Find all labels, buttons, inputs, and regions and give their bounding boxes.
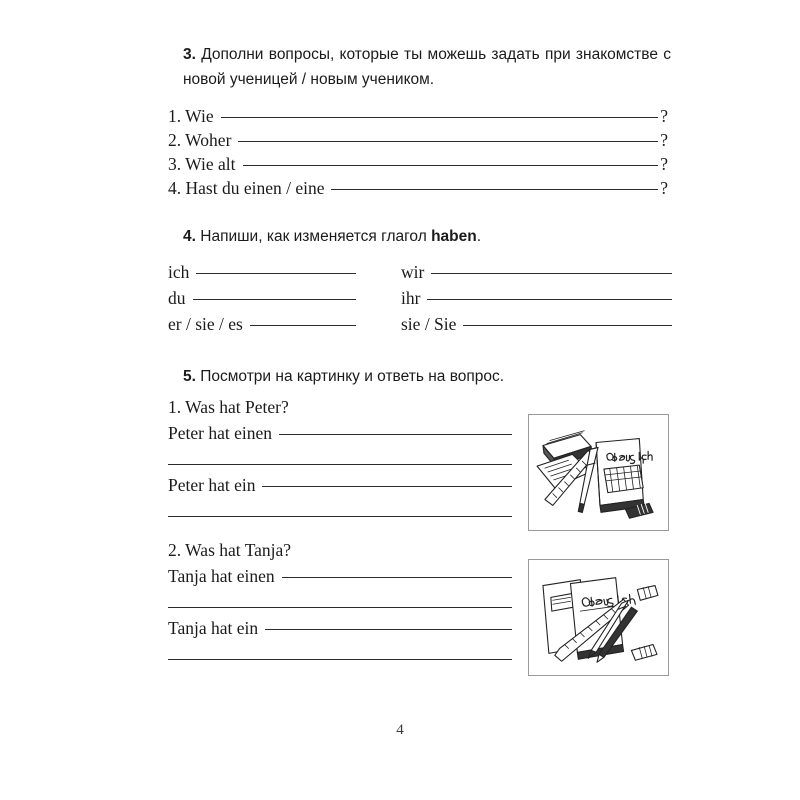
exercise-3-item-3-qmark: ? (660, 154, 668, 174)
exercise-4-instruction-before: Напиши, как изменяется глагол (200, 228, 432, 245)
exercise-5-part-2-blank-neuter-continued[interactable] (168, 659, 512, 660)
exercise-4-blank-wir[interactable] (431, 273, 672, 274)
exercise-3-heading (183, 42, 671, 92)
exercise-3-item-1-blank[interactable] (221, 117, 659, 118)
exercise-3-item-2-blank[interactable] (238, 141, 658, 142)
exercise-3-item-4[interactable] (168, 178, 668, 199)
exercise-3-item-3-label: 3. Wie alt (168, 154, 236, 174)
exercise-5-part-1-blank-neuter-continued[interactable] (168, 516, 512, 517)
exercise-4-heading (183, 224, 671, 249)
exercise-4-verb: haben (431, 228, 477, 245)
exercise-4-blank-du[interactable] (193, 299, 357, 300)
exercise-5-part-1-illustration (528, 414, 669, 531)
exercise-5-part-1-blank-masculine-continued[interactable] (168, 464, 512, 465)
exercise-5-part-2-question (168, 540, 468, 561)
exercise-5-instruction: Посмотри на картинку и ответь на вопрос. (200, 368, 505, 385)
exercise-3-number: 3. (183, 46, 196, 63)
exercise-4-label-ihr: ihr (401, 288, 421, 308)
exercise-4-blank-ich[interactable] (196, 273, 356, 274)
exercise-5-part-1-question (168, 397, 468, 418)
exercise-5-part-2-illustration (528, 559, 669, 676)
exercise-5-part-2-answer-masculine[interactable] (168, 566, 512, 587)
exercise-3-item-3[interactable] (168, 154, 668, 175)
exercise-5-part-2-blank-masculine[interactable] (282, 577, 512, 578)
exercise-3-item-4-blank[interactable] (331, 189, 658, 190)
exercise-3-instruction: Дополни вопросы, которые ты можешь задать при знакомстве с новой ученицей / новым учеником. (183, 46, 671, 88)
exercise-4-row-er-sie-es[interactable] (168, 314, 356, 335)
exercise-4-label-du: du (168, 288, 186, 308)
exercise-5-part-1-answer-masculine[interactable] (168, 423, 512, 444)
exercise-3-item-3-blank[interactable] (243, 165, 659, 166)
exercise-3-item-1[interactable] (168, 106, 668, 127)
exercise-3-item-2[interactable] (168, 130, 668, 151)
exercise-5-heading (183, 364, 671, 389)
exercise-3-item-2-qmark: ? (660, 130, 668, 150)
page-number: 4 (396, 722, 404, 738)
exercise-5-part-1-answer-neuter-label: Peter hat ein (168, 475, 256, 495)
exercise-4-instruction-after: . (476, 228, 482, 245)
exercise-5-part-1-answer-neuter[interactable] (168, 475, 512, 496)
exercise-4-label-ich: ich (168, 262, 190, 282)
exercise-5-part-1-blank-neuter[interactable] (262, 486, 512, 487)
exercise-3-item-2-label: 2. Woher (168, 130, 232, 150)
exercise-4-blank-er-sie-es[interactable] (250, 325, 356, 326)
exercise-5-part-2-blank-masculine-continued[interactable] (168, 607, 512, 608)
exercise-3-item-4-label: 4. Hast du einen / eine (168, 178, 325, 198)
exercise-5-part-1-blank-masculine[interactable] (279, 434, 512, 435)
exercise-3-item-4-qmark: ? (660, 178, 668, 198)
exercise-3-item-1-qmark: ? (660, 106, 668, 126)
exercise-5-part-2-answer-neuter[interactable] (168, 618, 512, 639)
exercise-5-part-1-question-text: 1. Was hat Peter? (168, 397, 289, 417)
exercise-4-number: 4. (183, 228, 196, 245)
exercise-5-part-2-question-text: 2. Was hat Tanja? (168, 540, 292, 560)
exercise-4-row-ich[interactable] (168, 262, 356, 283)
exercise-4-blank-ihr[interactable] (427, 299, 672, 300)
exercise-4-blank-sie-Sie[interactable] (463, 325, 672, 326)
exercise-5-part-2-answer-neuter-label: Tanja hat ein (168, 618, 259, 638)
exercise-4-row-wir[interactable] (401, 262, 672, 283)
exercise-5-part-1-answer-masculine-label: Peter hat einen (168, 423, 272, 443)
exercise-5-part-2-answer-masculine-label: Tanja hat einen (168, 566, 275, 586)
exercise-5-part-2-blank-neuter[interactable] (265, 629, 512, 630)
exercise-4-label-wir: wir (401, 262, 425, 282)
exercise-4-label-sie-Sie: sie / Sie (401, 314, 457, 334)
exercise-4-row-sie-Sie[interactable] (401, 314, 672, 335)
exercise-3-item-1-label: 1. Wie (168, 106, 214, 126)
exercise-5-number: 5. (183, 368, 196, 385)
exercise-4-row-ihr[interactable] (401, 288, 672, 309)
exercise-4-row-du[interactable] (168, 288, 356, 309)
exercise-4-label-er-sie-es: er / sie / es (168, 314, 243, 334)
